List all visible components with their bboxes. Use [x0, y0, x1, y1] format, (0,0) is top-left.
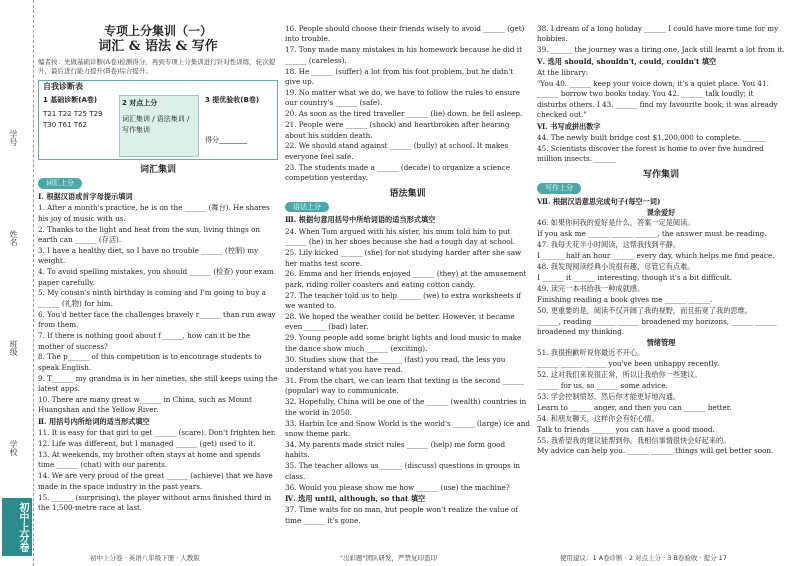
part-6-heading: Ⅵ. 书写或拼出数字 [537, 121, 601, 131]
question: 26. Emma and her friends enjoyed ______ (they) at the amusement park, riding roller coasters and eating cotton candy. [285, 269, 527, 289]
question: 45. Scientists discover the forest is home to over five hundred million insects. ______ [537, 143, 764, 164]
question: 19. No matter what we do, we have to follow the rules to ensure our country's ______ (safe). [285, 87, 520, 108]
binding-sidebar [0, 0, 34, 566]
question: 29. Young people add some bright lights and loud music to make the dance show much ______ (exciting). [285, 333, 522, 353]
grammar-pill: 语法上分 [285, 202, 329, 212]
vocab-section-title: 词汇集训 [139, 165, 176, 175]
diagnosis-heading: 自我诊断表 [43, 82, 83, 91]
question: 47. 我每天花半小时阅读，这帮我找到平静。 [537, 240, 681, 250]
page-subtitle: 词汇 & 语法 & 写作 [98, 39, 218, 54]
diagnosis-c [205, 95, 275, 146]
question: 21. People were ______ (shock) and heartbroken after hearing about his sudden death. [285, 120, 510, 140]
question: 50. 更重要的是，阅读不仅开阔了我的视野，而且拓宽了我的思维。 [537, 305, 752, 315]
question: 51. 我很抱歉听说你最近不开心。 [537, 348, 645, 358]
question: 36. Would you please show me how ______ (use) the machine? [285, 482, 510, 492]
question: 7. If there is nothing good about f______, how can it be the mother of success? [38, 331, 251, 351]
question: ______, reading ______ ______ broadened my horizons, ______ ______ broadened my thinking. [537, 316, 777, 336]
question: 44. The newly built bridge cost $1,200,000 to complete. ______ [537, 133, 766, 143]
question: 18. He ______ (suffer) a lot from his foot problem, but he didn't give up. [285, 66, 514, 87]
vocab-pill: 词汇上分 [38, 178, 82, 188]
grammar-section-title: 语法集训 [389, 188, 426, 199]
question: 6. You'd better face the challenges bravely r______ than run away from them. [38, 309, 276, 330]
part-2-continued [285, 24, 530, 184]
question: My advice can help you. ______ ______ things will get better soon. [537, 446, 774, 456]
diagnosis-c-title: 3 提优验收(B卷) [205, 96, 260, 104]
question: 25. Lily kicked ______ (she) for not studying harder after she saw her maths test score. [285, 248, 522, 268]
question: 8. The p______ of this competition is to encourage students to speak English. [38, 352, 262, 372]
column-2 [285, 24, 530, 527]
question: I ______ it ______ interesting, though it's a bit difficult. [537, 272, 732, 282]
part-5-heading: Ⅴ. 选用 should, shouldn't, could, couldn't 填空 [537, 56, 717, 66]
diagnosis-b-items: 词汇集训 / 语法集训 / 写作集训 [122, 115, 190, 134]
question: ______ ______ ______ you've been unhappy recently. [537, 359, 720, 369]
question: 9. T______ my grandma is in her nineties, she still keeps using the latest apps. [38, 373, 278, 394]
page-title: 专项上分集训（一） [103, 24, 212, 38]
question: 32. Hopefully, China will be one of the ______ (wealth) countries in the world in 2050. [285, 397, 527, 417]
diagnosis-a [43, 95, 113, 130]
question: 27. The teacher told us to help ______ (we) to extra worksheets if we wanted to. [285, 290, 522, 311]
diagnosis-b [119, 95, 199, 157]
editor-note: 编者按：先做基础诊断(A卷)检测得分，再到专项上分集训进行针对性训练，轮次提升，最后进行能力提升(B卷)综合提升。 [38, 58, 276, 75]
question: 1. After a month's practice, he is on the ______ (舞台). He shares his joy of music with us. [38, 203, 270, 223]
question: If you ask me ______ ______ ______, the answer must be reading. [537, 229, 767, 239]
question: 30. Studies show that the ______ (fast) you read, the less you understand what you have read. [285, 354, 506, 375]
brand-logo: 初中上分卷 [2, 498, 32, 556]
diagnosis-a-title: 1 基础诊断(A卷) [43, 96, 98, 104]
topic-hobbies: 课余爱好 [646, 208, 676, 217]
footer-left: 初中上分卷 · 英语八年级下册 · 人教版 [90, 554, 200, 562]
question: 48. 我发现阅读经典小说很有趣，尽管它有点难。 [537, 262, 695, 272]
question: Finishing reading a book gives me ______ ______. [537, 294, 713, 304]
question: 24. When Tom argued with his sister, his mum told him to put ______ (he) in her shoes because she had a tough day at school. [285, 226, 516, 247]
name-label: 姓名 [9, 230, 18, 246]
writing-section-title: 写作集训 [642, 169, 679, 180]
diagnosis-a-items: T21 T22 T25 T29 T30 T61 T62 [43, 110, 103, 129]
question: 34. My parents made strict rules ______ (help) me form good habits. [285, 439, 506, 460]
question: 2. Thanks to the light and heat from the sun, living things on earth can ______ (存活). [38, 224, 261, 244]
question: 22. We should stand against ______ (bully) at school. It makes everyone feel safe. [285, 141, 509, 161]
part-1-heading: Ⅰ. 根据汉语或首字母提示填词 [38, 191, 133, 201]
class-label: 班级 [9, 340, 18, 356]
question: 12. Life was different, but I managed ______ (get) used to it. [38, 439, 256, 449]
part-1-questions [38, 203, 278, 416]
student-id-label: 学号 [9, 130, 18, 146]
question: ______ for us, so ______ some advice. [537, 381, 668, 390]
topic-emotions: 情绪管理 [646, 337, 676, 347]
question: 53. 学会控制愤怒，然后你才能更好地沟通。 [537, 391, 681, 401]
question: I ______ half an hour ______ every day, which helps me find peace. [537, 251, 775, 261]
question: 28. We hoped the weather could be better. However, it became even ______ (bad) later. [285, 312, 515, 332]
self-diagnosis-table [38, 80, 278, 160]
question: 11. It is easy for that girl to get ______ (scare). Don't frighten her. [38, 428, 276, 438]
question: 37. Time waits for no man, but people won't realize the value of time ______ it's gone. [285, 505, 519, 525]
score-field: 得分________ [205, 136, 247, 145]
writing-pill: 写作上分 [537, 183, 581, 193]
question: 20. As soon as the tired traveller ______ (lie) down, he fell asleep. [285, 109, 523, 119]
part-7-heading: Ⅶ. 根据汉语意思完成句子(每空一词) [537, 196, 661, 206]
dialog-line: At the library: [537, 68, 589, 78]
question: 5. My cousin's ninth birthday is coming and I'm going to buy a ______ (礼物) for him. [38, 288, 266, 308]
question: 16. People should choose their friends wisely to avoid ______ (get) into trouble. [285, 24, 525, 44]
part-2-heading: Ⅱ. 用括号内所给词的适当形式填空 [38, 416, 150, 426]
question: 15. ______ (surprising), the player without arms finished third in the 1,500-metre race at last. [38, 492, 272, 513]
column-1 [38, 24, 278, 514]
part-2-questions [38, 428, 278, 513]
question: 46. 如果你问我的爱好是什么，答案一定是阅读。 [537, 218, 695, 228]
footer-center: "出彩题"团队研发，严禁复印盗印 [340, 554, 437, 562]
question: 23. The students made a ______ (decide) to organize a science competition yesterday. [285, 162, 510, 183]
column-3 [537, 24, 785, 457]
part-3-heading: Ⅲ. 根据句意用括号中所给词语的适当形式填空 [285, 215, 436, 225]
question: 54. 和朋友聊天，这样你会有好心情。 [537, 413, 659, 423]
question: 35. The teacher allows us ______ (discuss) questions in groups in class. [285, 461, 521, 481]
question: 31. From the chart, we can learn that texting is the second ______ (popular) way to communicate. [285, 376, 525, 396]
part-3-questions [285, 227, 530, 493]
school-label: 学校 [9, 440, 18, 456]
question: 13. At weekends, my brother often stays at home and spends time ______ (chat) with our parents. [38, 450, 261, 470]
question: 17. Tony made many mistakes in his homework because he did it ______ (careless). [285, 45, 522, 65]
question: 55. 我希望我的建议能帮到你。我相信事情很快会好起来的。 [537, 435, 731, 445]
question: 49. 读完一本书给我一种成就感。 [537, 283, 645, 293]
question: Talk to friends ______ you can have a good mood. [537, 424, 715, 434]
question: Learn to ______ anger, and then you can ______ better. [537, 402, 732, 412]
question: 39. ______ the journey was a tiring one, Jack still learnt a lot from it. [537, 45, 785, 55]
question: 33. Harbin Ice and Snow World is the world's ______ (large) ice and snow theme park. [285, 418, 530, 439]
question: 52. 这对我们来说很正常，所以让我给你一些建议。 [537, 370, 702, 380]
part-4-heading: Ⅳ. 选用 until, although, so that 填空 [285, 493, 426, 503]
question: 10. There are many great w______ in China, such as Mount Huangshan and the Yellow River. [38, 395, 252, 415]
question: 3. I have a healthy diet, so I have no trouble ______ (控制) my weight. [38, 245, 259, 266]
question: 14. We are very proud of the great ______ (achieve) that we have made in the space industry in the past years. [38, 471, 273, 491]
dialog-line: "You 40. ______ keep your voice down; it's a quiet place. You 41. ______ borrow two books today. You 42. ______ talk loudly; it disturbs others. I 43. ______ find my favourite book; it was already checked out." [537, 79, 778, 120]
question: 38. I dream of a long holiday ______ I could have more time for my hobbies. [537, 24, 779, 44]
footer-right: 使用建议：1 A卷诊断 · 2 对点上分 · 3 B卷验收 · 提分 17 [560, 554, 727, 562]
question: 4. To avoid spelling mistakes, you should ______ (检查) your exam paper carefully. [38, 267, 274, 287]
diagnosis-b-title: 2 对点上分 [122, 99, 158, 107]
